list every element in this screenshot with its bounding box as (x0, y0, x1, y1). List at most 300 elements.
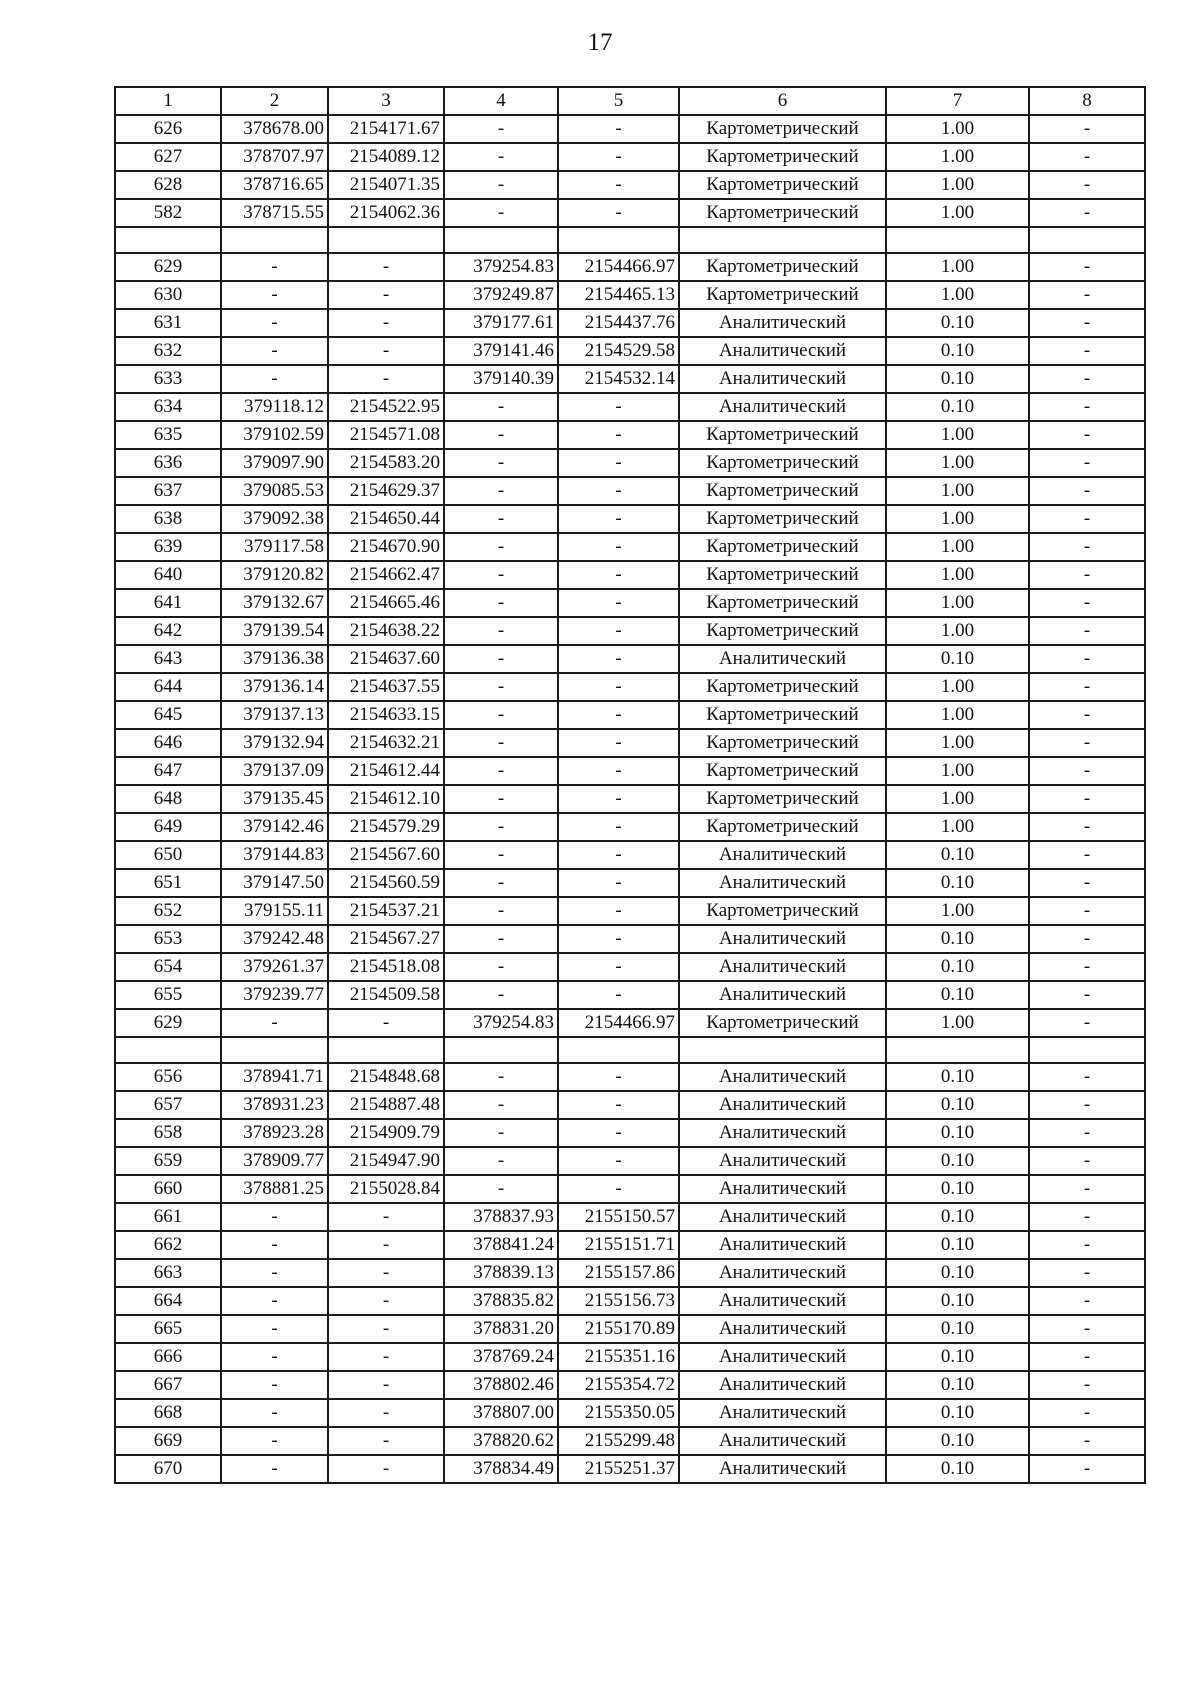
cell-x-existing: 379242.48 (221, 925, 328, 953)
table-row (115, 1203, 1145, 1231)
cell-point-number: 645 (115, 701, 221, 729)
cell-point-number: 649 (115, 813, 221, 841)
cell-accuracy: 0.10 (886, 953, 1029, 981)
cell-point-number: 640 (115, 561, 221, 589)
cell-point-number: 638 (115, 505, 221, 533)
cell-point-number: 631 (115, 309, 221, 337)
cell-method: Картометрический (679, 785, 886, 813)
cell-x-new (444, 227, 558, 253)
cell-point-number: 653 (115, 925, 221, 953)
cell-x-new: 378837.93 (444, 1203, 558, 1231)
table-row (115, 449, 1145, 477)
cell-x-new: - (444, 589, 558, 617)
cell-description: - (1029, 897, 1145, 925)
cell-method: Картометрический (679, 505, 886, 533)
cell-y-new: - (558, 171, 679, 199)
cell-x-new: - (444, 925, 558, 953)
cell-x-existing: - (221, 1427, 328, 1455)
cell-y-existing: - (328, 1231, 444, 1259)
cell-description: - (1029, 757, 1145, 785)
cell-point-number: 633 (115, 365, 221, 393)
table-row (115, 1009, 1145, 1037)
cell-accuracy: 1.00 (886, 449, 1029, 477)
cell-y-existing: 2154522.95 (328, 393, 444, 421)
cell-y-existing: - (328, 1203, 444, 1231)
cell-point-number: 636 (115, 449, 221, 477)
cell-description: - (1029, 505, 1145, 533)
cell-y-new: 2155299.48 (558, 1427, 679, 1455)
cell-method: Аналитический (679, 1203, 886, 1231)
cell-x-existing: 379092.38 (221, 505, 328, 533)
table-row (115, 1371, 1145, 1399)
cell-x-new: - (444, 449, 558, 477)
cell-y-existing: 2154537.21 (328, 897, 444, 925)
cell-y-existing: 2154947.90 (328, 1147, 444, 1175)
cell-y-new: - (558, 673, 679, 701)
cell-x-existing: 379085.53 (221, 477, 328, 505)
cell-accuracy: 0.10 (886, 1371, 1029, 1399)
cell-accuracy: 1.00 (886, 281, 1029, 309)
cell-y-new: - (558, 785, 679, 813)
cell-x-existing: - (221, 1009, 328, 1037)
cell-accuracy: 0.10 (886, 1287, 1029, 1315)
cell-accuracy: 0.10 (886, 925, 1029, 953)
cell-x-new: - (444, 505, 558, 533)
cell-y-new: - (558, 729, 679, 757)
table-row (115, 645, 1145, 673)
cell-description: - (1029, 1315, 1145, 1343)
cell-accuracy: 0.10 (886, 1231, 1029, 1259)
cell-description: - (1029, 449, 1145, 477)
cell-x-new: - (444, 869, 558, 897)
table-row (115, 673, 1145, 701)
cell-y-existing: 2154637.60 (328, 645, 444, 673)
cell-method (679, 227, 886, 253)
cell-description: - (1029, 393, 1145, 421)
cell-y-new: 2155350.05 (558, 1399, 679, 1427)
table-row (115, 309, 1145, 337)
cell-x-existing: 379142.46 (221, 813, 328, 841)
table-row (115, 1119, 1145, 1147)
table-row (115, 925, 1145, 953)
cell-accuracy: 0.10 (886, 1203, 1029, 1231)
cell-description: - (1029, 673, 1145, 701)
cell-description: - (1029, 1203, 1145, 1231)
cell-x-new: - (444, 897, 558, 925)
cell-accuracy: 1.00 (886, 115, 1029, 143)
cell-point-number: 642 (115, 617, 221, 645)
cell-point-number: 669 (115, 1427, 221, 1455)
cell-x-existing: 379102.59 (221, 421, 328, 449)
cell-description: - (1029, 701, 1145, 729)
cell-method: Картометрический (679, 533, 886, 561)
cell-accuracy: 1.00 (886, 701, 1029, 729)
cell-accuracy: 0.10 (886, 981, 1029, 1009)
cell-x-new: - (444, 1175, 558, 1203)
table-row (115, 813, 1145, 841)
cell-x-new: - (444, 645, 558, 673)
cell-x-new: 379140.39 (444, 365, 558, 393)
cell-y-new: - (558, 869, 679, 897)
cell-description: - (1029, 617, 1145, 645)
cell-y-new: - (558, 757, 679, 785)
cell-y-new: - (558, 841, 679, 869)
table-separator-row (115, 1037, 1145, 1063)
cell-y-existing: - (328, 281, 444, 309)
table-row (115, 1091, 1145, 1119)
cell-accuracy: 1.00 (886, 171, 1029, 199)
cell-method: Картометрический (679, 897, 886, 925)
cell-description: - (1029, 337, 1145, 365)
cell-x-existing: 379120.82 (221, 561, 328, 589)
cell-x-new: 378769.24 (444, 1343, 558, 1371)
cell-method: Аналитический (679, 365, 886, 393)
table-row (115, 1455, 1145, 1483)
table-row (115, 589, 1145, 617)
cell-point-number: 639 (115, 533, 221, 561)
cell-x-new: 378831.20 (444, 1315, 558, 1343)
cell-y-new: 2155156.73 (558, 1287, 679, 1315)
table-row (115, 757, 1145, 785)
cell-description: - (1029, 199, 1145, 227)
table-row (115, 785, 1145, 813)
cell-accuracy: 1.00 (886, 813, 1029, 841)
table-row (115, 617, 1145, 645)
cell-point-number: 662 (115, 1231, 221, 1259)
cell-y-existing: 2154071.35 (328, 171, 444, 199)
cell-y-existing: 2154571.08 (328, 421, 444, 449)
cell-x-existing: 378923.28 (221, 1119, 328, 1147)
cell-y-new: - (558, 981, 679, 1009)
cell-accuracy: 0.10 (886, 1259, 1029, 1287)
cell-y-existing: - (328, 1455, 444, 1483)
cell-x-new: - (444, 1091, 558, 1119)
cell-method: Картометрический (679, 561, 886, 589)
cell-x-existing: 379117.58 (221, 533, 328, 561)
cell-method: Аналитический (679, 309, 886, 337)
cell-x-existing: 378716.65 (221, 171, 328, 199)
cell-description: - (1029, 1231, 1145, 1259)
cell-x-existing (221, 227, 328, 253)
cell-method: Аналитический (679, 1343, 886, 1371)
cell-y-existing: 2154632.21 (328, 729, 444, 757)
cell-x-existing: - (221, 253, 328, 281)
table-row (115, 281, 1145, 309)
cell-accuracy: 1.00 (886, 617, 1029, 645)
cell-point-number: 637 (115, 477, 221, 505)
cell-y-existing: 2154637.55 (328, 673, 444, 701)
cell-method: Аналитический (679, 393, 886, 421)
cell-description: - (1029, 925, 1145, 953)
table-row (115, 365, 1145, 393)
column-header-2: 2 (221, 87, 328, 115)
cell-x-new: 378820.62 (444, 1427, 558, 1455)
cell-description: - (1029, 1091, 1145, 1119)
cell-x-existing: - (221, 1455, 328, 1483)
cell-y-new: - (558, 953, 679, 981)
cell-point-number: 668 (115, 1399, 221, 1427)
cell-x-new: - (444, 421, 558, 449)
table-row (115, 115, 1145, 143)
cell-y-new: - (558, 1091, 679, 1119)
cell-x-new: 379141.46 (444, 337, 558, 365)
cell-y-existing: - (328, 1315, 444, 1343)
cell-point-number: 630 (115, 281, 221, 309)
cell-y-new: 2154532.14 (558, 365, 679, 393)
cell-accuracy: 1.00 (886, 757, 1029, 785)
cell-point-number: 634 (115, 393, 221, 421)
cell-y-new: - (558, 1119, 679, 1147)
cell-description: - (1029, 841, 1145, 869)
column-header-1: 1 (115, 87, 221, 115)
cell-x-existing: 378707.97 (221, 143, 328, 171)
cell-accuracy: 0.10 (886, 1119, 1029, 1147)
cell-description: - (1029, 1455, 1145, 1483)
cell-x-existing: 379136.38 (221, 645, 328, 673)
cell-y-existing: 2154629.37 (328, 477, 444, 505)
cell-y-new: - (558, 1147, 679, 1175)
cell-y-new: 2155251.37 (558, 1455, 679, 1483)
cell-description: - (1029, 143, 1145, 171)
cell-point-number: 626 (115, 115, 221, 143)
cell-x-existing: - (221, 1343, 328, 1371)
cell-x-new: - (444, 115, 558, 143)
cell-method: Аналитический (679, 1063, 886, 1091)
cell-description: - (1029, 645, 1145, 673)
cell-method: Аналитический (679, 925, 886, 953)
cell-method: Аналитический (679, 1259, 886, 1287)
cell-accuracy: 1.00 (886, 477, 1029, 505)
cell-accuracy: 0.10 (886, 645, 1029, 673)
cell-method: Картометрический (679, 701, 886, 729)
cell-y-new: 2155170.89 (558, 1315, 679, 1343)
cell-x-new: - (444, 617, 558, 645)
cell-x-new: - (444, 701, 558, 729)
column-header-5: 5 (558, 87, 679, 115)
cell-y-existing: - (328, 253, 444, 281)
cell-y-new: 2155354.72 (558, 1371, 679, 1399)
cell-point-number: 627 (115, 143, 221, 171)
table-row (115, 533, 1145, 561)
cell-accuracy: 1.00 (886, 421, 1029, 449)
cell-y-existing: 2154062.36 (328, 199, 444, 227)
cell-method: Картометрический (679, 171, 886, 199)
cell-x-new: - (444, 477, 558, 505)
cell-x-new: - (444, 393, 558, 421)
cell-method: Аналитический (679, 1287, 886, 1315)
cell-accuracy: 1.00 (886, 897, 1029, 925)
cell-x-new: 378834.49 (444, 1455, 558, 1483)
cell-x-existing: 378678.00 (221, 115, 328, 143)
cell-accuracy: 0.10 (886, 841, 1029, 869)
table-row (115, 1063, 1145, 1091)
cell-y-existing: - (328, 365, 444, 393)
table-row (115, 393, 1145, 421)
cell-description: - (1029, 1063, 1145, 1091)
cell-accuracy: 0.10 (886, 1147, 1029, 1175)
cell-y-new: 2154465.13 (558, 281, 679, 309)
cell-description: - (1029, 1427, 1145, 1455)
cell-y-new (558, 227, 679, 253)
cell-x-new: - (444, 533, 558, 561)
cell-accuracy: 1.00 (886, 1009, 1029, 1037)
cell-accuracy: 0.10 (886, 1315, 1029, 1343)
cell-y-new: - (558, 449, 679, 477)
cell-method: Аналитический (679, 1399, 886, 1427)
cell-y-existing: - (328, 1343, 444, 1371)
cell-x-new: 378839.13 (444, 1259, 558, 1287)
cell-y-existing (328, 1037, 444, 1063)
table-body (115, 87, 1145, 1483)
cell-point-number: 644 (115, 673, 221, 701)
cell-y-new: - (558, 477, 679, 505)
table-row (115, 253, 1145, 281)
column-header-3: 3 (328, 87, 444, 115)
cell-x-existing: - (221, 365, 328, 393)
cell-accuracy: 0.10 (886, 1175, 1029, 1203)
cell-point-number: 660 (115, 1175, 221, 1203)
cell-x-new: - (444, 1147, 558, 1175)
cell-y-existing: 2154665.46 (328, 589, 444, 617)
cell-description: - (1029, 253, 1145, 281)
cell-description: - (1029, 1343, 1145, 1371)
cell-y-existing: 2154662.47 (328, 561, 444, 589)
cell-method: Картометрический (679, 199, 886, 227)
table-row (115, 477, 1145, 505)
cell-point-number: 655 (115, 981, 221, 1009)
cell-y-existing: 2154670.90 (328, 533, 444, 561)
cell-x-existing: 379135.45 (221, 785, 328, 813)
cell-method: Аналитический (679, 1119, 886, 1147)
cell-method: Картометрический (679, 143, 886, 171)
cell-y-new: 2155351.16 (558, 1343, 679, 1371)
cell-accuracy: 1.00 (886, 673, 1029, 701)
cell-y-existing: - (328, 1287, 444, 1315)
cell-x-existing: 379136.14 (221, 673, 328, 701)
cell-x-new: - (444, 1119, 558, 1147)
cell-point-number: 658 (115, 1119, 221, 1147)
table-row (115, 1231, 1145, 1259)
cell-description: - (1029, 589, 1145, 617)
cell-point-number: 635 (115, 421, 221, 449)
cell-description: - (1029, 1399, 1145, 1427)
cell-point-number: 670 (115, 1455, 221, 1483)
cell-y-new: - (558, 143, 679, 171)
table-row (115, 1343, 1145, 1371)
cell-y-new: - (558, 533, 679, 561)
table-row (115, 1259, 1145, 1287)
table-row (115, 1175, 1145, 1203)
cell-y-new: 2154437.76 (558, 309, 679, 337)
cell-y-new: 2155151.71 (558, 1231, 679, 1259)
cell-x-existing: - (221, 309, 328, 337)
cell-description: - (1029, 981, 1145, 1009)
table-row (115, 1287, 1145, 1315)
cell-x-new: 378841.24 (444, 1231, 558, 1259)
cell-y-existing: 2154848.68 (328, 1063, 444, 1091)
cell-point-number: 629 (115, 253, 221, 281)
cell-x-new: - (444, 561, 558, 589)
cell-method: Картометрический (679, 477, 886, 505)
cell-x-new: - (444, 673, 558, 701)
cell-accuracy: 1.00 (886, 589, 1029, 617)
cell-y-existing: 2154638.22 (328, 617, 444, 645)
cell-x-new: 378835.82 (444, 1287, 558, 1315)
cell-accuracy: 0.10 (886, 365, 1029, 393)
table-separator-row (115, 227, 1145, 253)
cell-method: Аналитический (679, 1147, 886, 1175)
cell-accuracy (886, 1037, 1029, 1063)
cell-point-number: 646 (115, 729, 221, 757)
cell-accuracy: 0.10 (886, 1399, 1029, 1427)
cell-x-new: 379254.83 (444, 253, 558, 281)
cell-x-new: - (444, 813, 558, 841)
cell-point-number: 651 (115, 869, 221, 897)
cell-description: - (1029, 309, 1145, 337)
table-row (115, 729, 1145, 757)
table-row (115, 337, 1145, 365)
cell-x-new: - (444, 785, 558, 813)
cell-accuracy: 1.00 (886, 533, 1029, 561)
cell-description: - (1029, 1259, 1145, 1287)
column-header-8: 8 (1029, 87, 1145, 115)
cell-y-existing: - (328, 1259, 444, 1287)
cell-y-existing: 2154633.15 (328, 701, 444, 729)
page-number: 17 (587, 29, 613, 56)
cell-x-existing: - (221, 281, 328, 309)
cell-method: Аналитический (679, 645, 886, 673)
cell-method: Аналитический (679, 1455, 886, 1483)
cell-description: - (1029, 281, 1145, 309)
cell-description: - (1029, 813, 1145, 841)
cell-x-new: 379254.83 (444, 1009, 558, 1037)
cell-accuracy: 0.10 (886, 869, 1029, 897)
cell-x-new: 378807.00 (444, 1399, 558, 1427)
cell-accuracy: 1.00 (886, 785, 1029, 813)
cell-x-existing: - (221, 1203, 328, 1231)
cell-x-existing: 379155.11 (221, 897, 328, 925)
cell-y-existing: - (328, 1009, 444, 1037)
cell-description (1029, 227, 1145, 253)
cell-accuracy: 0.10 (886, 1063, 1029, 1091)
table-row (115, 981, 1145, 1009)
cell-method: Картометрический (679, 813, 886, 841)
cell-y-new: 2154529.58 (558, 337, 679, 365)
cell-accuracy (886, 227, 1029, 253)
cell-method: Аналитический (679, 869, 886, 897)
cell-y-existing: 2155028.84 (328, 1175, 444, 1203)
cell-x-existing: 378941.71 (221, 1063, 328, 1091)
cell-point-number: 665 (115, 1315, 221, 1343)
cell-description: - (1029, 115, 1145, 143)
cell-y-new: - (558, 813, 679, 841)
table-row (115, 561, 1145, 589)
cell-y-new: - (558, 199, 679, 227)
cell-method: Аналитический (679, 1427, 886, 1455)
cell-x-existing: 378715.55 (221, 199, 328, 227)
cell-x-new: - (444, 171, 558, 199)
cell-x-existing: 379132.94 (221, 729, 328, 757)
cell-y-new (558, 1037, 679, 1063)
cell-y-existing: - (328, 1399, 444, 1427)
table-row (115, 171, 1145, 199)
cell-accuracy: 1.00 (886, 199, 1029, 227)
cell-point-number: 661 (115, 1203, 221, 1231)
cell-method: Аналитический (679, 1315, 886, 1343)
cell-y-new: - (558, 1063, 679, 1091)
cell-y-new: - (558, 115, 679, 143)
cell-method: Аналитический (679, 1231, 886, 1259)
